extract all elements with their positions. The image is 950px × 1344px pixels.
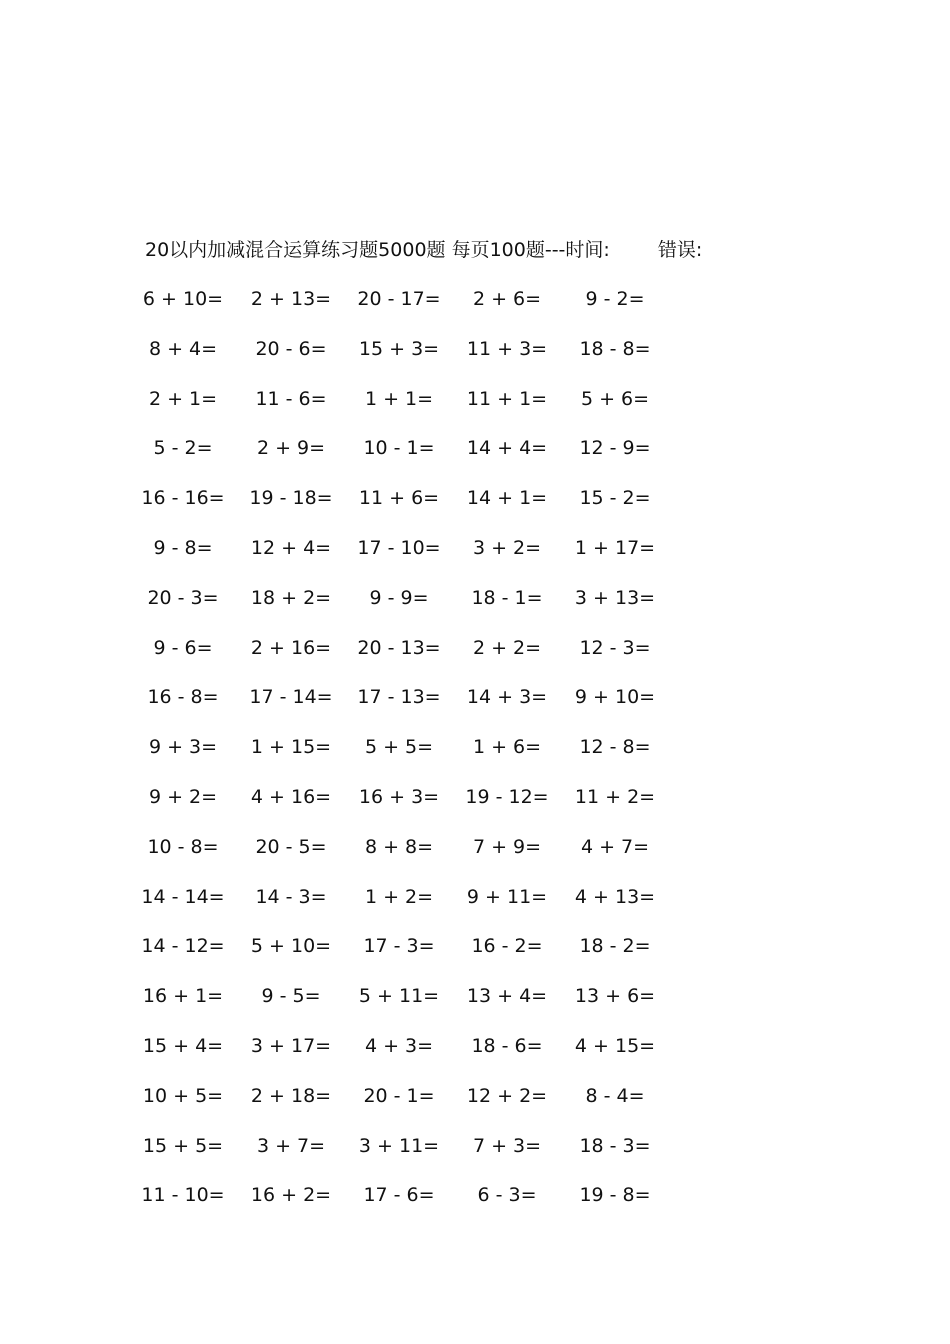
problem-row <box>142 1133 685 1183</box>
problem: 17 - 13= <box>357 686 441 709</box>
problem: 13 + 6= <box>574 985 656 1008</box>
problem: 1 + 1= <box>364 387 434 410</box>
problem: 4 + 3= <box>364 1034 434 1057</box>
problem: 11 - 6= <box>255 387 327 410</box>
problem: 3 + 17= <box>250 1034 332 1057</box>
problem-row <box>141 884 685 934</box>
problem: 16 + 1= <box>142 985 224 1008</box>
problem-row <box>145 784 685 834</box>
problem: 14 - 12= <box>141 935 225 958</box>
problem: 8 + 4= <box>148 337 218 360</box>
problem: 15 + 5= <box>142 1134 224 1157</box>
problem: 14 - 3= <box>255 885 327 908</box>
problem: 12 - 9= <box>579 437 651 460</box>
problem: 3 + 11= <box>358 1134 440 1157</box>
problem-row <box>145 336 685 386</box>
problem: 12 + 4= <box>250 536 332 559</box>
problem: 4 + 16= <box>250 785 332 808</box>
problem: 20 - 13= <box>357 636 441 659</box>
problem: 9 + 11= <box>466 885 548 908</box>
problem: 16 - 8= <box>147 686 219 709</box>
problem: 11 - 10= <box>141 1184 225 1207</box>
problem: 8 + 8= <box>364 835 434 858</box>
problem: 4 + 15= <box>574 1034 656 1057</box>
problem: 9 - 5= <box>261 985 321 1008</box>
problem: 2 + 16= <box>250 636 332 659</box>
problem: 17 - 10= <box>357 536 441 559</box>
problem: 18 - 3= <box>579 1134 651 1157</box>
problem-row <box>141 1182 685 1232</box>
problem-row <box>141 485 685 535</box>
problem: 20 - 3= <box>147 586 219 609</box>
problem: 17 - 6= <box>363 1184 435 1207</box>
problem-row <box>145 435 685 485</box>
problem-row <box>145 535 685 585</box>
problem: 2 + 18= <box>250 1084 332 1107</box>
problem-row <box>145 734 685 784</box>
problem: 15 + 3= <box>358 337 440 360</box>
problem: 4 + 13= <box>574 885 656 908</box>
problem: 15 - 2= <box>579 487 651 510</box>
problem: 11 + 6= <box>358 487 440 510</box>
problem: 7 + 9= <box>472 835 542 858</box>
problem-row <box>141 933 685 983</box>
problem: 9 - 2= <box>585 288 645 310</box>
problem: 6 - 3= <box>477 1184 537 1207</box>
problem: 5 - 2= <box>153 437 213 460</box>
problem: 5 + 6= <box>580 387 650 410</box>
problem: 1 + 6= <box>472 736 542 759</box>
problem: 17 - 3= <box>363 935 435 958</box>
problem: 9 - 6= <box>153 636 213 659</box>
problem: 2 + 2= <box>472 636 542 659</box>
errors-label: 错误: <box>657 239 703 261</box>
problem-grid <box>141 286 685 1232</box>
problem: 3 + 13= <box>574 586 656 609</box>
problem: 9 - 8= <box>153 536 213 559</box>
problem: 8 - 4= <box>585 1084 645 1107</box>
problem: 14 + 4= <box>466 437 548 460</box>
problem: 1 + 2= <box>364 885 434 908</box>
problem: 19 - 8= <box>579 1184 651 1207</box>
problem-row <box>145 635 685 685</box>
problem: 13 + 4= <box>466 985 548 1008</box>
problem: 20 - 5= <box>255 835 327 858</box>
problem: 1 + 17= <box>574 536 656 559</box>
problem: 2 + 13= <box>250 288 332 310</box>
problem: 20 - 1= <box>363 1084 435 1107</box>
problem: 16 - 2= <box>471 935 543 958</box>
problem: 14 - 14= <box>141 885 225 908</box>
problem: 18 - 2= <box>579 935 651 958</box>
problem: 18 - 6= <box>471 1034 543 1057</box>
problem: 20 - 17= <box>357 288 441 310</box>
problem: 11 + 2= <box>574 785 656 808</box>
problem: 1 + 15= <box>250 736 332 759</box>
problem: 11 + 3= <box>466 337 548 360</box>
problem: 2 + 1= <box>148 387 218 410</box>
problem: 14 + 3= <box>466 686 548 709</box>
problem: 12 - 3= <box>579 636 651 659</box>
worksheet-header <box>145 236 785 264</box>
problem-row <box>142 1083 685 1133</box>
problem: 18 - 1= <box>471 586 543 609</box>
problem: 3 + 7= <box>256 1134 326 1157</box>
problem: 9 + 2= <box>148 785 218 808</box>
problem: 5 + 10= <box>250 935 332 958</box>
problem: 16 + 3= <box>358 785 440 808</box>
problem-row <box>145 585 685 635</box>
problem: 9 + 3= <box>148 736 218 759</box>
worksheet-title: 20以内加减混合运算练习题5000题 每页100题---时间: <box>145 239 610 261</box>
problem: 9 + 10= <box>574 686 656 709</box>
problem: 10 - 8= <box>147 835 219 858</box>
problem: 16 - 16= <box>141 487 225 510</box>
problem-row <box>145 684 685 734</box>
problem: 12 + 2= <box>466 1084 548 1107</box>
problem: 7 + 3= <box>472 1134 542 1157</box>
problem: 6 + 10= <box>142 288 224 310</box>
problem: 3 + 2= <box>472 536 542 559</box>
problem-row <box>142 286 685 336</box>
problem: 19 - 18= <box>249 487 333 510</box>
problem: 9 - 9= <box>369 586 429 609</box>
problem: 4 + 7= <box>580 835 650 858</box>
problem-row <box>145 386 685 436</box>
problem: 19 - 12= <box>465 785 549 808</box>
problem: 20 - 6= <box>255 337 327 360</box>
problem: 16 + 2= <box>250 1184 332 1207</box>
problem-row <box>145 834 685 884</box>
problem: 5 + 11= <box>358 985 440 1008</box>
problem: 5 + 5= <box>364 736 434 759</box>
problem: 18 + 2= <box>250 586 332 609</box>
problem: 10 + 5= <box>142 1084 224 1107</box>
problem: 14 + 1= <box>466 487 548 510</box>
problem: 2 + 9= <box>256 437 326 460</box>
problem: 12 - 8= <box>579 736 651 759</box>
problem: 18 - 8= <box>579 337 651 360</box>
problem: 10 - 1= <box>363 437 435 460</box>
problem: 17 - 14= <box>249 686 333 709</box>
problem: 15 + 4= <box>142 1034 224 1057</box>
problem-row <box>142 1033 685 1083</box>
problem-row <box>142 983 685 1033</box>
problem: 2 + 6= <box>472 288 542 310</box>
problem: 11 + 1= <box>466 387 548 410</box>
